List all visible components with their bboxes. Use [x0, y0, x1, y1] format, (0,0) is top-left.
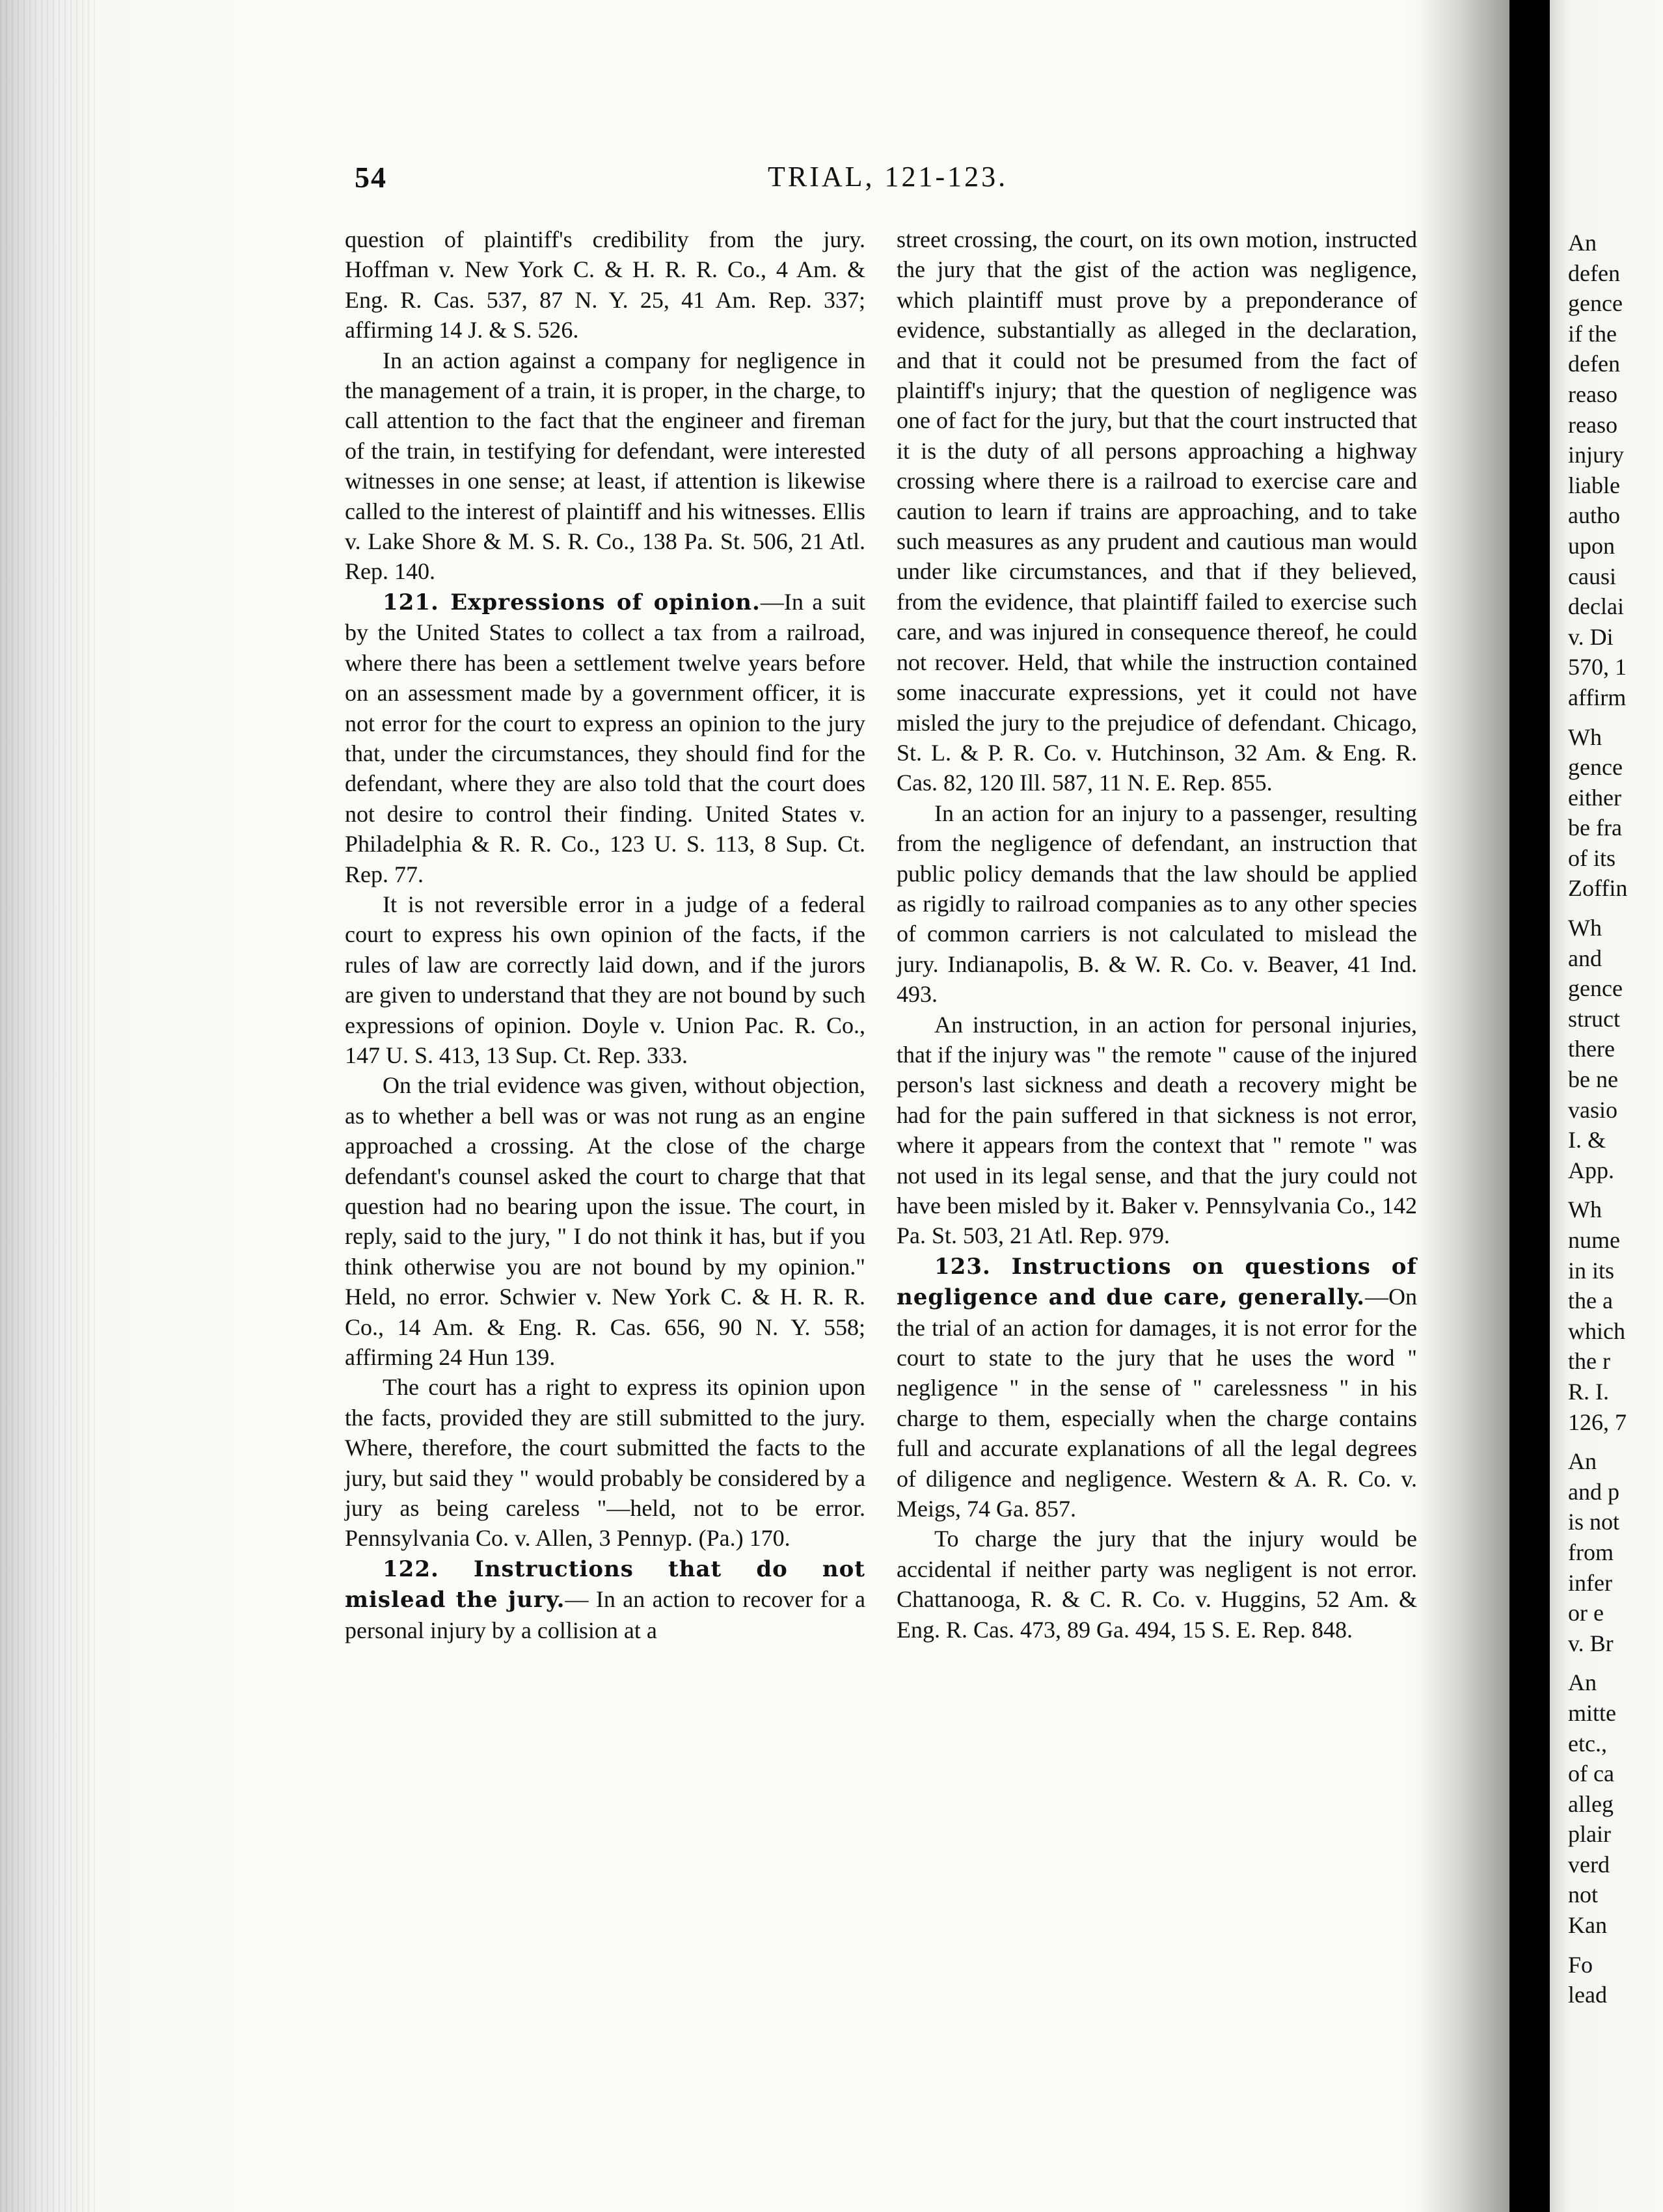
facing-page-line: the r [1568, 1348, 1610, 1375]
facing-page-line: not [1568, 1882, 1599, 1908]
paragraph: question of plaintiff's credibility from the jury. Hoffman v. New York C. & H. R. R. Co., 4 Am. & Eng. R. Cas. 537, 87 N. Y. 25, 41 Am. Rep. 337; affirming 14 J. & S. 526. [345, 226, 865, 344]
paragraph: On the trial evidence was given, without objection, as to whether a bell was or was not rung as an engine approached a crossing. At the close of the charge defendant's counsel asked the court to charge that that question had no bearing upon the issue. The court, in reply, said to the jury, " I do not think it has, but if you think otherwise you are not bound by my opinion." Held, no error. Schwier v. New York C. & H. R. R. Co., 14 Am. & Eng. R. Cas. 656, 90 N. Y. 558; affirming 24 Hun 139. [345, 1072, 865, 1371]
paragraph: The court has a right to express its opinion upon the facts, provided they are still submitted to the jury. Where, therefore, the court submitted the facts to the jury, but said they " would probably be considered by a jury as being careless "—held, not to be error. Pennsylvania Co. v. Allen, 3 Pennyp. (Pa.) 170. [345, 1374, 865, 1552]
facing-page-line: from [1568, 1539, 1614, 1565]
facing-page-line: be fra [1568, 815, 1622, 841]
section-body: — In an action to recover for a personal injury by a collision at a [345, 1586, 865, 1643]
facing-page-line: An [1568, 1669, 1597, 1696]
facing-page-line: defen [1568, 260, 1620, 286]
paragraph: To charge the jury that the injury would be accidental if neither party was negligent is not error. Chattanooga, R. & C. R. Co. v. Huggins, 52 Am. & Eng. R. Cas. 473, 89 Ga. 494, 15 S. E. Rep. 848. [897, 1526, 1417, 1643]
facing-page-line: gence [1568, 975, 1623, 1002]
paragraph: In an action against a company for negligence in the management of a train, it is proper, in the charge, to call attention to the fact that the engineer and fireman of the train, in testifying for defendant, were interested witnesses in one sense; at least, if attention is likewise called to the interest of plaintiff and his witnesses. Ellis v. Lake Shore & M. S. R. Co., 138 Pa. St. 506, 21 Atl. Rep. 140. [345, 347, 865, 585]
facing-page-line: v. Di [1568, 623, 1614, 650]
running-head: TRIAL, 121-123. [768, 161, 1008, 193]
facing-page-line: Wh [1568, 915, 1602, 941]
middle-column [897, 224, 1417, 1981]
facing-page-line: there [1568, 1036, 1615, 1062]
facing-page-line: etc., [1568, 1730, 1607, 1757]
section-123 [897, 1251, 1417, 1524]
facing-page-line: Fo [1568, 1951, 1593, 1978]
facing-page-strip [1550, 0, 1663, 2212]
facing-page-line: v. Br [1568, 1630, 1614, 1656]
left-column [345, 224, 865, 1981]
line-gap [1568, 1437, 1663, 1446]
facing-page-line: Wh [1568, 1196, 1602, 1223]
facing-page-line: struct [1568, 1005, 1620, 1032]
facing-page-line: verd [1568, 1851, 1610, 1878]
section-heading: 122. Instructions that do not mislead the jury. [345, 1556, 865, 1613]
page-number: 54 [355, 161, 387, 194]
facing-page-line: autho [1568, 502, 1620, 529]
paragraph: street crossing, the court, on its own motion, instructed the jury that the gist of the action was negligence, which plaintiff must prove by a preponderance of evidence, substantially as alleged in the declaration, and that it could not be presumed from the fact of plaintiff's injury; that the question of negligence was one of fact for the jury, but that the court instructed that it is the duty of all persons approaching a highway crossing where there is a railroad to exercise care and caution to learn if trains are approaching, and to take such measures as any prudent and cautious man would under like circumstances, and that if they believed, from the evidence, that plaintiff failed to exercise such care, and was injured in consequence thereof, he could not recover. Held, that while the instruction contained some inaccurate expressions, yet it could not have misled the jury to the prejudice of defendant. Chicago, St. L. & P. R. Co. v. Hutchinson, 32 Am. & Eng. R. Cas. 82, 120 Ill. 587, 11 N. E. Rep. 855. [897, 226, 1417, 796]
facing-page-line: and [1568, 945, 1602, 971]
facing-page-line: An [1568, 230, 1597, 256]
facing-page-line: mitte [1568, 1699, 1616, 1726]
facing-page-line: infer [1568, 1569, 1612, 1596]
facing-page-line: R. I. [1568, 1378, 1609, 1405]
line-gap [1568, 904, 1663, 913]
facing-page-line: in its [1568, 1257, 1615, 1284]
facing-page-line: affirm [1568, 684, 1627, 710]
facing-page-line: Kan [1568, 1912, 1607, 1939]
facing-page-line: or e [1568, 1600, 1604, 1626]
facing-page-line: liable [1568, 472, 1620, 498]
facing-page-line: causi [1568, 563, 1616, 589]
facing-page-line: 126, 7 [1568, 1409, 1627, 1435]
facing-page-line: reaso [1568, 411, 1617, 438]
section-heading: 121. Expressions of opinion. [383, 589, 761, 615]
paragraph: It is not reversible error in a judge of a federal court to express his own opinion of the facts, if the rules of law are correctly laid down, and if the jurors are given to understand that they are not bound by such expressions of opinion. Doyle v. Union Pac. R. Co., 147 U. S. 413, 13 Sup. Ct. Rep. 333. [345, 891, 865, 1068]
facing-page-text [1568, 228, 1663, 2010]
facing-page-line: injury [1568, 442, 1624, 468]
section-121 [345, 587, 865, 889]
facing-page [1509, 0, 1663, 2212]
facing-page-line: App. [1568, 1157, 1614, 1183]
facing-page-line: lead [1568, 1982, 1607, 2008]
facing-page-line: the a [1568, 1288, 1613, 1314]
paragraph: In an action for an injury to a passenger, resulting from the negligence of defendant, an instruction that public policy demands that the law should be applied as rigidly to railroad companies as to any other species of common carriers is not calculated to mislead the jury. Indianapolis, B. & W. R. Co. v. Beaver, 41 Ind. 493. [897, 800, 1417, 1008]
facing-page-line: plair [1568, 1821, 1611, 1848]
gutter-shadow [1418, 0, 1509, 2212]
facing-page-line: nume [1568, 1227, 1620, 1253]
facing-page-line: alleg [1568, 1790, 1614, 1817]
page-header [355, 160, 1418, 206]
section-body: —On the trial of an action for damages, it is not error for the court to state to the jury that he uses the word " negligence " in the sense of " carelessness " in his charge to them, especially when the charge contains full and accurate explanations of all the legal degrees of diligence and negligence. Western & A. R. Co. v. Meigs, 74 Ga. 857. [897, 1284, 1417, 1522]
facing-page-line: I. & [1568, 1127, 1606, 1153]
facing-page-line: which [1568, 1317, 1625, 1344]
line-gap [1568, 713, 1663, 722]
facing-page-line: and p [1568, 1478, 1619, 1505]
facing-page-line: be ne [1568, 1066, 1618, 1093]
facing-page-line: declai [1568, 593, 1624, 620]
facing-page-line: gence [1568, 754, 1623, 781]
facing-page-line: either [1568, 784, 1621, 811]
facing-page-line: of its [1568, 844, 1616, 871]
facing-page-line: An [1568, 1448, 1597, 1475]
facing-page-line: 570, 1 [1568, 654, 1627, 681]
facing-page-line: vasio [1568, 1096, 1617, 1123]
section-heading: 123. Instructions on questions of negligence and due care, generally. [897, 1253, 1417, 1311]
line-gap [1568, 1658, 1663, 1667]
line-gap [1568, 1185, 1663, 1194]
facing-page-line: if the [1568, 320, 1617, 347]
facing-page-line: defen [1568, 351, 1620, 377]
facing-page-line: reaso [1568, 381, 1617, 407]
paragraph: An instruction, in an action for personal injuries, that if the injury was " the remote " cause of the injured person's last sickness and death a recovery might be had for the pain suffered in that sickness is not error, where it appears from the context that " remote " was not used in its legal sense, and that the jury could not have been misled by it. Baker v. Pennsylvania Co., 142 Pa. St. 503, 21 Atl. Rep. 979. [897, 1011, 1417, 1249]
facing-page-line: Zoffin [1568, 875, 1628, 902]
facing-page-line: Wh [1568, 723, 1602, 750]
facing-page-line: is not [1568, 1509, 1620, 1535]
section-122 [345, 1554, 865, 1645]
page-edges [0, 0, 98, 2212]
section-body: —In a suit by the United States to collect a tax from a railroad, where there has been a settlement twelve years before on an assessment made by a government officer, it is not error for the court to express an opinion to the jury that, under the circumstances, they should find for the defendant, where they are also told that the court does not desire to control their finding. United States v. Philadelphia & R. R. Co., 123 U. S. 113, 8 Sup. Ct. Rep. 77. [345, 588, 866, 887]
facing-page-line: upon [1568, 532, 1615, 559]
facing-page-line: gence [1568, 290, 1623, 317]
line-gap [1568, 1941, 1663, 1950]
facing-page-line: of ca [1568, 1760, 1614, 1787]
